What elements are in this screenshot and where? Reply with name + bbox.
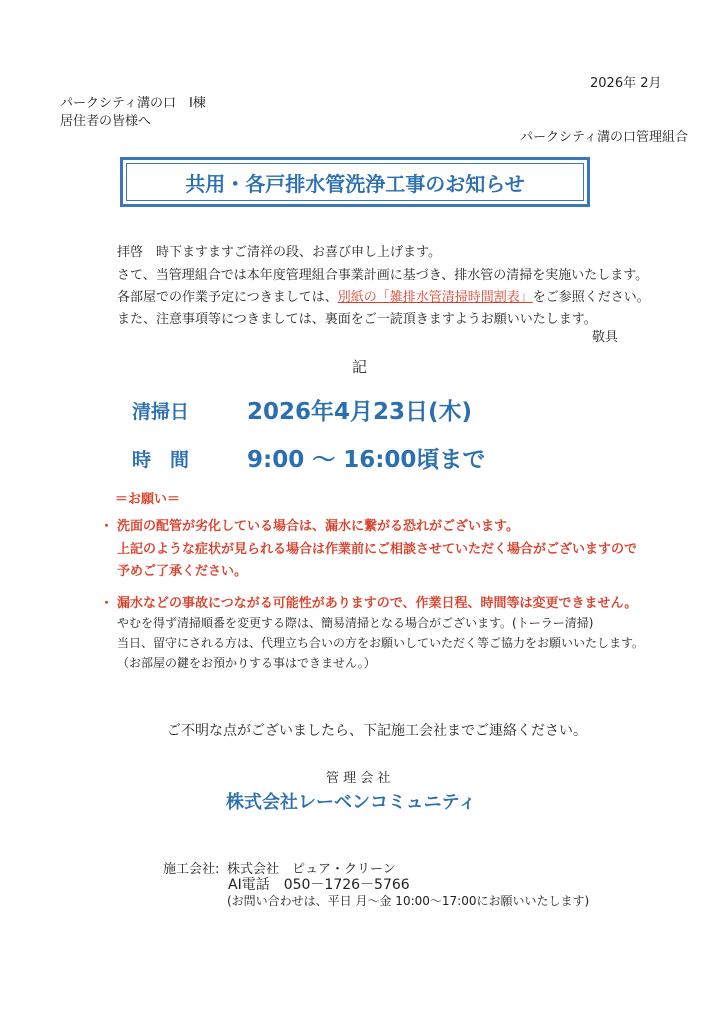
body-announcement: さて、当管理組合では本年度管理組合事業計画に基づき、排水管の清掃を実施いたします。	[117, 268, 649, 283]
request-item1-line3: 予めご了承ください。	[117, 564, 248, 579]
contractor-label: 施工会社:	[163, 862, 220, 877]
notice-date: 2026年 2月	[590, 76, 662, 91]
bullet-icon: ・	[100, 519, 114, 534]
request-item1-line1: 洗面の配管が劣化している場合は、漏水に繋がる恐れがございます。	[117, 519, 519, 534]
timetable-link[interactable]: 別紙の「雑排水管清掃時間割表」	[337, 290, 533, 305]
contractor-name: 株式会社 ピュア・クリーン	[227, 862, 396, 877]
management-company-name: 株式会社レーベンコミュニティ	[226, 792, 477, 813]
body-schedule-pre: 各部屋での作業予定につきましては、	[117, 290, 338, 305]
body-greeting: 拝啓 時下ますますご清祥の段、お喜び申し上げます。	[117, 245, 441, 260]
notice-title: 共用・各戸排水管洗浄工事のお知らせ	[185, 171, 525, 196]
request-heading: ＝お願い＝	[115, 492, 181, 507]
cleaning-date-value: 2026年4月23日(木)	[247, 399, 473, 425]
body-notes-reference: また、注意事項等につきましては、裏面をご一読頂きますようお願いいたします。	[117, 312, 597, 327]
notice-title-box	[120, 157, 590, 207]
ki-marker: 記	[352, 358, 368, 376]
request-item2-line2: やむを得ず清掃順番を変更する際は、簡易清掃となる場合がございます。(トーラー清掃)	[117, 616, 594, 630]
management-company-label: 管 理 会 社	[326, 771, 391, 786]
contact-note: ご不明な点がございましたら、下記施工会社までご連絡ください。	[167, 723, 587, 739]
cleaning-date-label: 清掃日	[132, 401, 190, 423]
recipient-residents: 居住者の皆様へ	[60, 114, 152, 129]
request-item2-line3: 当日、留守にされる方は、代理立ち合いの方をお願いしていただく等ご協力をお願いいたします。	[117, 636, 645, 650]
time-label: 時 間	[132, 449, 190, 471]
request-item2-line1: 漏水などの事故につながる可能性がありますので、作業日程、時間等は変更できません。	[117, 596, 638, 611]
time-value: 9:00 ～ 16:00頃まで	[247, 447, 486, 473]
request-item2-line4: （お部屋の鍵をお預かりする事はできません。）	[117, 656, 376, 670]
sender-association: パークシティ溝の口管理組合	[520, 130, 688, 145]
request-item1-line2: 上記のような症状が見られる場合は作業前にご相談させていただく場合がございますので	[117, 542, 638, 557]
contractor-hours: (お問い合わせは、平日 月～金 10:00～17:00にお願いいたします)	[227, 894, 590, 908]
recipient-building: パークシティ溝の口 I棟	[60, 96, 206, 111]
bullet-icon: ・	[100, 596, 114, 611]
closing-keigu: 敬具	[592, 330, 619, 345]
contractor-phone[interactable]: AI電話 050－1726－5766	[228, 877, 410, 893]
body-schedule-reference	[117, 286, 650, 305]
body-schedule-post: をご参照ください。	[532, 290, 650, 305]
